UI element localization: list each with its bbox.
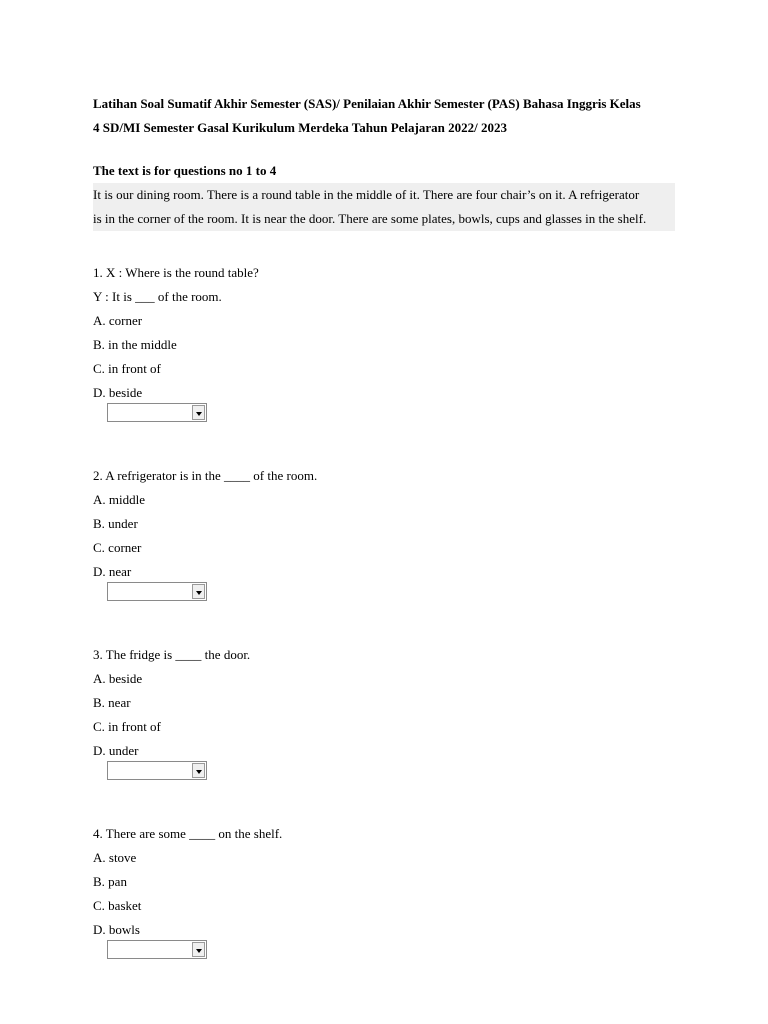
question-1-text-line-1: 1. X : Where is the round table? — [93, 265, 259, 280]
question-1-option-d: D. beside — [93, 385, 143, 400]
document-title-line-2: 4 SD/MI Semester Gasal Kurikulum Merdeka Tahun Pelajaran 2022/ 2023 — [93, 120, 507, 135]
question-3-option-b: B. near — [93, 695, 131, 710]
question-4-text: 4. There are some ____ on the shelf. — [93, 826, 283, 841]
question-4-answer-dropdown[interactable] — [107, 940, 207, 959]
question-2-text: 2. A refrigerator is in the ____ of the room. — [93, 468, 318, 483]
document-title-line-1: Latihan Soal Sumatif Akhir Semester (SAS)/ Penilaian Akhir Semester (PAS) Bahasa Inggris Kelas — [93, 96, 641, 111]
question-4-option-c: C. basket — [93, 898, 142, 913]
question-3-option-a: A. beside — [93, 671, 143, 686]
dropdown-arrow-icon[interactable] — [192, 763, 205, 778]
question-1-text-line-2: Y : It is ___ of the room. — [93, 289, 222, 304]
section-heading: The text is for questions no 1 to 4 — [93, 163, 277, 178]
question-1-answer-dropdown[interactable] — [107, 403, 207, 422]
dropdown-arrow-icon[interactable] — [192, 584, 205, 599]
question-3-answer-dropdown[interactable] — [107, 761, 207, 780]
question-2 — [93, 464, 675, 601]
question-1-option-c: C. in front of — [93, 361, 161, 376]
question-3-option-c: C. in front of — [93, 719, 161, 734]
question-2-option-b: B. under — [93, 516, 138, 531]
passage-line-2: is in the corner of the room. It is near the door. There are some plates, bowls, cups and glasses in the shelf. — [93, 211, 647, 226]
question-3-text: 3. The fridge is ____ the door. — [93, 647, 251, 662]
worksheet-page — [93, 92, 675, 959]
passage-line-1: It is our dining room. There is a round table in the middle of it. There are four chair’s on it. A refrigerator — [93, 187, 640, 202]
reading-passage — [93, 183, 675, 231]
question-2-option-d: D. near — [93, 564, 132, 579]
question-4-option-b: B. pan — [93, 874, 127, 889]
question-3 — [93, 643, 675, 780]
question-1-option-a: A. corner — [93, 313, 143, 328]
question-4 — [93, 822, 675, 959]
question-1-option-b: B. in the middle — [93, 337, 177, 352]
question-4-option-a: A. stove — [93, 850, 137, 865]
question-2-option-c: C. corner — [93, 540, 142, 555]
dropdown-arrow-icon[interactable] — [192, 942, 205, 957]
question-2-option-a: A. middle — [93, 492, 145, 507]
question-2-answer-dropdown[interactable] — [107, 582, 207, 601]
question-4-option-d: D. bowls — [93, 922, 140, 937]
question-3-option-d: D. under — [93, 743, 139, 758]
question-1 — [93, 261, 675, 422]
dropdown-arrow-icon[interactable] — [192, 405, 205, 420]
